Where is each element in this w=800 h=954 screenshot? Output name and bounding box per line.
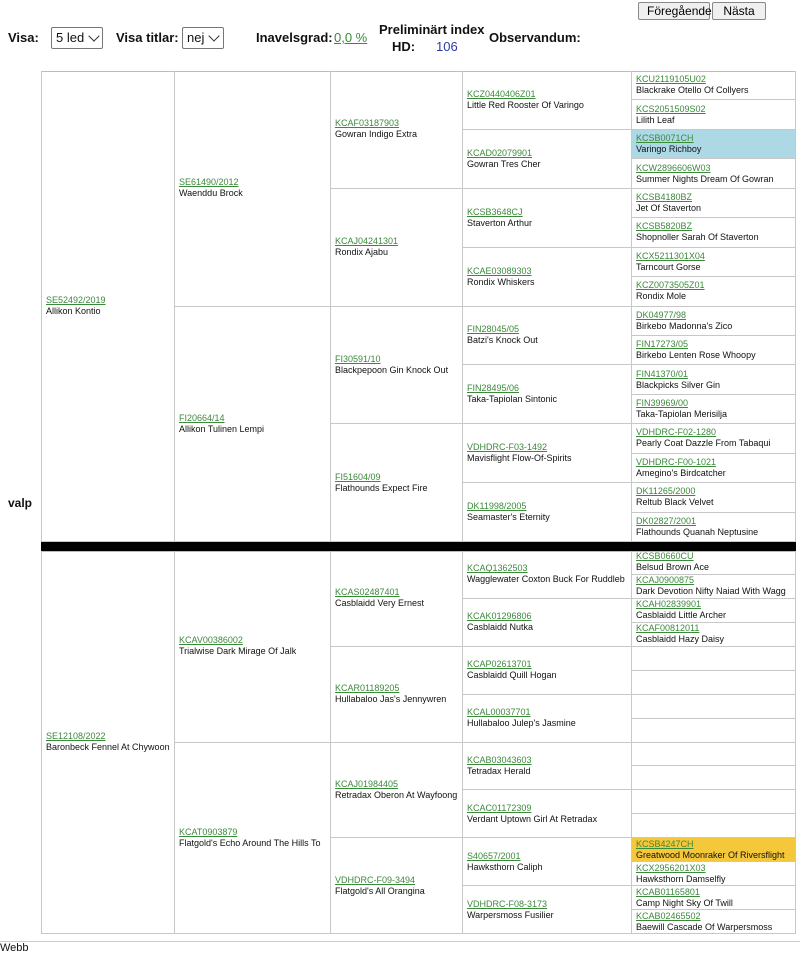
dog-name: Taka-Tapiolan Sintonic [467, 394, 558, 405]
registration-link[interactable]: SE61490/2012 [179, 177, 239, 188]
dog-name: Waenddu Brock [179, 188, 243, 199]
sire-gen4-ancestor-cell [463, 130, 632, 189]
dog-name: Belsud Brown Ace [636, 562, 710, 573]
dog-name: Rondix Ajabu [335, 247, 389, 258]
dog-name: Dark Devotion Nifty Naiad With Wagg [636, 586, 786, 597]
dam-gen5-ancestor-cell [632, 575, 796, 599]
dog-name: Flatgold's Echo Around The Hills To [179, 837, 321, 848]
dam-gen3-ancestor-cell [331, 743, 463, 839]
dog-name: Batzi's Knock Out [467, 335, 538, 346]
titles-value: nej [187, 30, 205, 45]
dam-gen5-ancestor-cell [632, 910, 796, 934]
registration-link[interactable]: DK11998/2005 [467, 501, 527, 512]
titles-select[interactable] [182, 27, 224, 49]
registration-link[interactable]: KCAF03187903 [335, 118, 400, 129]
registration-link[interactable]: FIN28495/06 [467, 383, 520, 394]
dam-gen2-ancestor-cell [175, 551, 331, 743]
registration-link[interactable]: KCZ0440406Z01 [467, 88, 536, 99]
dam-gen5-ancestor-cell [632, 719, 796, 743]
dog-name: Allikon Kontio [46, 306, 101, 316]
sire-gen1-ancestor-cell [41, 71, 175, 542]
registration-link[interactable]: KCSB0071CH [636, 133, 694, 144]
registration-link[interactable]: KCAJ04241301 [335, 236, 399, 247]
sire-gen4-ancestor-cell [463, 189, 632, 248]
registration-link[interactable]: KCX5211301X04 [636, 250, 705, 261]
dam-gen3-ancestor-cell [331, 551, 463, 647]
registration-link[interactable]: KCAP02613701 [467, 659, 532, 670]
dog-name: Hawksthorn Caliph [467, 861, 543, 872]
dog-name: Baewill Cascade Of Warpersmoss [636, 921, 773, 932]
dam-gen5-ancestor-cell [632, 862, 796, 886]
dam-gen5-ancestor-cell [632, 790, 796, 814]
dog-name: Gowran Indigo Extra [335, 129, 418, 140]
sire-gen4-ancestor-cell [463, 307, 632, 366]
sire-gen4-ancestor-cell [463, 424, 632, 483]
prelim-index-label: Preliminärt index [379, 22, 485, 37]
registration-link[interactable]: KCS2051509S02 [636, 103, 706, 114]
registration-link[interactable]: DK02827/2001 [636, 515, 697, 526]
registration-link[interactable]: VDHDRC-F02-1280 [636, 427, 717, 438]
sire-gen2-ancestor-cell [175, 307, 331, 543]
dog-name: Warpersmoss Fusilier [467, 909, 554, 920]
visa-label: Visa: [8, 30, 39, 45]
registration-link[interactable]: KCAJ01984405 [335, 778, 399, 789]
registration-link[interactable]: DK11265/2000 [636, 486, 696, 497]
dog-name: Camp Night Sky Of Twill [636, 897, 733, 908]
dam-gen3-ancestor-cell [331, 838, 463, 934]
registration-link[interactable]: KCAE03089303 [467, 265, 532, 276]
dam-gen5-ancestor-cell [632, 766, 796, 790]
dam-gen3-ancestor-cell [331, 647, 463, 743]
dog-name: Blackrake Otello Of Collyers [636, 85, 749, 96]
registration-link[interactable]: FIN41370/01 [636, 368, 689, 379]
dam-gen4-ancestor-cell [463, 886, 632, 934]
sire-gen5-ancestor-cell [632, 100, 796, 129]
dog-name: Casblaidd Quill Hogan [467, 670, 557, 681]
registration-link[interactable]: KCAC01172309 [467, 802, 532, 813]
sire-gen5-ancestor-cell [632, 218, 796, 247]
sire-gen3-ancestor-cell [331, 189, 463, 307]
dog-name: Summer Nights Dream Of Gowran [636, 173, 774, 184]
registration-link[interactable]: KCX2956201X03 [636, 862, 706, 873]
sire-gen5-ancestor-cell [632, 365, 796, 394]
chevron-down-icon [89, 30, 100, 41]
sire-gen3-ancestor-cell [331, 307, 463, 425]
dam-gen4-ancestor-cell [463, 790, 632, 838]
sire-gen2-ancestor-cell [175, 71, 331, 307]
sire-dam-divider [41, 542, 796, 551]
registration-link[interactable]: KCAH02839901 [636, 599, 702, 610]
dam-gen1-ancestor-cell [41, 551, 175, 934]
dam-gen5-ancestor-cell [632, 647, 796, 671]
sire-gen5-ancestor-cell [632, 424, 796, 453]
registration-link[interactable]: FI20664/14 [179, 412, 225, 423]
dog-name: Mavisflight Flow-Of-Spirits [467, 453, 572, 464]
dam-gen4-ancestor-cell [463, 695, 632, 743]
registration-link[interactable]: KCAJ0900875 [636, 575, 695, 586]
dam-gen5-ancestor-cell [632, 886, 796, 910]
inavelsgrad-label: Inavelsgrad: [256, 30, 333, 45]
dog-name: Seamaster's Eternity [467, 512, 550, 523]
dam-gen5-ancestor-cell [632, 599, 796, 623]
sire-gen5-ancestor-cell [632, 513, 796, 542]
sire-gen5-ancestor-cell [632, 307, 796, 336]
registration-link[interactable]: FIN28045/05 [467, 324, 520, 335]
dam-gen4-ancestor-cell [463, 838, 632, 886]
registration-link[interactable]: KCAK01296806 [467, 611, 532, 622]
hd-label: HD: [392, 39, 416, 54]
dam-gen4-ancestor-cell [463, 551, 632, 599]
dog-name: Casblaidd Little Archer [636, 610, 727, 621]
dog-name: Tarncourt Gorse [636, 261, 701, 272]
dog-name: Greatwood Moonraker Of Riversflight [636, 849, 785, 860]
registration-link[interactable]: S40657/2001 [467, 850, 521, 861]
registration-link[interactable]: VDHDRC-F08-3173 [467, 898, 548, 909]
generations-select[interactable] [51, 27, 103, 49]
registration-link[interactable]: KCAF00812011 [636, 623, 700, 634]
registration-link[interactable]: FI51604/09 [335, 471, 381, 482]
chevron-down-icon [209, 30, 220, 41]
previous-button[interactable]: Föregående [638, 2, 710, 20]
generations-value: 5 led [56, 30, 85, 45]
registration-link[interactable]: VDHDRC-F03-1492 [467, 442, 548, 453]
dam-gen5-ancestor-cell [632, 695, 796, 719]
dog-name: Rondix Whiskers [467, 276, 535, 287]
dog-name: Gowran Tres Cher [467, 158, 541, 169]
registration-link[interactable]: VDHDRC-F09-3494 [335, 874, 416, 885]
dog-name: Jet Of Staverton [636, 202, 702, 213]
dog-name: Flathounds Expect Fire [335, 482, 428, 493]
sire-gen5-ancestor-cell [632, 336, 796, 365]
registration-link[interactable]: KCSB3648CJ [467, 206, 523, 217]
dam-gen5-ancestor-cell [632, 551, 796, 575]
dog-name: Birkebo Lenten Rose Whoopy [636, 350, 756, 361]
dog-name: Rondix Mole [636, 291, 687, 302]
dam-gen4-ancestor-cell [463, 647, 632, 695]
dog-name: Hullabaloo Jas's Jennywren [335, 694, 447, 705]
registration-link[interactable]: KCU2119105U02 [636, 74, 706, 85]
footer [0, 941, 800, 954]
footer-text: Webb [0, 942, 29, 954]
dog-name: Hullabaloo Julep's Jasmine [467, 718, 576, 729]
sire-gen5-ancestor-cell [632, 454, 796, 483]
next-button[interactable]: Nästa [712, 2, 766, 20]
registration-link[interactable]: SE12108/2022 [46, 731, 106, 741]
dam-gen5-ancestor-cell [632, 814, 796, 838]
record-navigation [638, 2, 766, 20]
registration-link[interactable]: FIN17273/05 [636, 339, 689, 350]
dog-name: Amegino's Birdcatcher [636, 467, 726, 478]
dog-name: Wagglewater Coxton Buck For Ruddleb [467, 574, 625, 585]
dog-name: Flathounds Quanah Neptusine [636, 526, 759, 537]
dog-name: Casblaidd Hazy Daisy [636, 634, 725, 645]
registration-link[interactable]: KCAD02079901 [467, 147, 533, 158]
registration-link[interactable]: VDHDRC-F00-1021 [636, 456, 717, 467]
dog-name: Reltub Black Velvet [636, 497, 714, 508]
sire-gen5-ancestor-cell [632, 189, 796, 218]
registration-link[interactable]: KCAV00386002 [179, 635, 243, 646]
dog-name: Little Red Rooster Of Varingo [467, 99, 584, 110]
registration-link[interactable]: FI30591/10 [335, 353, 381, 364]
sire-gen5-ancestor-cell [632, 277, 796, 306]
dog-name: Casblaidd Very Ernest [335, 598, 425, 609]
dog-name: Allikon Tulinen Lempi [179, 423, 265, 434]
registration-link[interactable]: KCAQ1362503 [467, 563, 528, 574]
pedigree-table [41, 71, 796, 934]
registration-link[interactable]: KCSB4247CH [636, 838, 694, 849]
dog-name: Baronbeck Fennel At Chywoon [46, 742, 170, 752]
dam-gen5-ancestor-cell [632, 671, 796, 695]
dog-name: Retradax Oberon At Wayfoong [335, 789, 458, 800]
sire-gen4-ancestor-cell [463, 71, 632, 130]
registration-link[interactable]: KCAB03043603 [467, 754, 532, 765]
registration-link[interactable]: SE52492/2019 [46, 295, 106, 305]
hd-value: 106 [436, 39, 458, 54]
registration-link[interactable]: KCSB4180BZ [636, 191, 693, 202]
dog-name: Birkebo Madonna's Zico [636, 320, 733, 331]
registration-link[interactable]: KCAR01189205 [335, 683, 400, 694]
registration-link[interactable]: KCAT0903879 [179, 826, 238, 837]
dog-name: Trialwise Dark Mirage Of Jalk [179, 646, 297, 657]
registration-link[interactable]: FIN39969/00 [636, 398, 689, 409]
registration-link[interactable]: KCAB02465502 [636, 910, 701, 921]
sire-gen4-ancestor-cell [463, 365, 632, 424]
dog-name: Verdant Uptown Girl At Retradax [467, 813, 598, 824]
dam-gen5-ancestor-cell [632, 838, 796, 862]
registration-link[interactable]: KCSB0660CU [636, 551, 694, 562]
dam-gen5-ancestor-cell [632, 743, 796, 767]
dog-name: Taka-Tapiolan Merisilja [636, 409, 728, 420]
subject-label: valp [8, 496, 33, 510]
dog-name: Shopnoller Sarah Of Staverton [636, 232, 759, 243]
sire-gen3-ancestor-cell [331, 71, 463, 189]
dog-name: Varingo Richboy [636, 144, 702, 155]
registration-link[interactable]: KCW2896606W03 [636, 162, 711, 173]
sire-gen4-ancestor-cell [463, 483, 632, 542]
sire-gen5-ancestor-cell [632, 71, 796, 100]
dog-name: Tetradax Herald [467, 765, 531, 776]
dog-name: Blackpepoon Gin Knock Out [335, 364, 449, 375]
registration-link[interactable]: DK04977/98 [636, 309, 687, 320]
dog-name: Lilith Leaf [636, 114, 675, 125]
registration-link[interactable]: KCAL00037701 [467, 707, 531, 718]
sire-gen3-ancestor-cell [331, 424, 463, 542]
registration-link[interactable]: KCAB01165801 [636, 886, 700, 897]
dam-gen4-ancestor-cell [463, 599, 632, 647]
dog-name: Flatgold's All Orangina [335, 885, 425, 896]
sire-gen5-ancestor-cell [632, 159, 796, 188]
sire-gen5-ancestor-cell [632, 483, 796, 512]
registration-link[interactable]: KCZ0073505Z01 [636, 280, 705, 291]
dam-gen5-ancestor-cell [632, 623, 796, 647]
registration-link[interactable]: KCSB5820BZ [636, 221, 693, 232]
dog-name: Staverton Arthur [467, 217, 533, 228]
observandum-label: Observandum: [489, 30, 581, 45]
dog-name: Casblaidd Nutka [467, 622, 534, 633]
sire-gen5-ancestor-cell [632, 248, 796, 277]
dog-name: Pearly Coat Dazzle From Tabaqui [636, 438, 771, 449]
registration-link[interactable]: KCAS02487401 [335, 587, 400, 598]
sire-gen4-ancestor-cell [463, 248, 632, 307]
dog-name: Hawksthorn Damselfly [636, 873, 726, 884]
visa-titlar-label: Visa titlar: [116, 30, 179, 45]
inavelsgrad-link[interactable]: 0,0 % [334, 30, 368, 45]
dam-gen2-ancestor-cell [175, 743, 331, 935]
sire-gen5-ancestor-cell [632, 395, 796, 424]
dog-name: Blackpicks Silver Gin [636, 379, 721, 390]
sire-gen5-ancestor-cell [632, 130, 796, 159]
dam-gen4-ancestor-cell [463, 743, 632, 791]
